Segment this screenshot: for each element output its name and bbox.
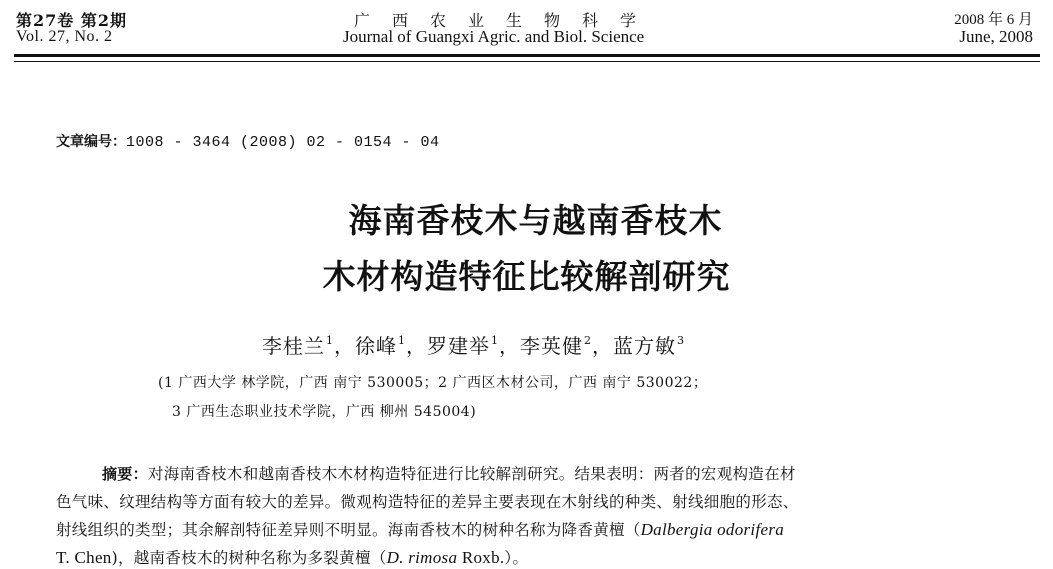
journal-volume-en: Vol. 27, No. 2	[16, 28, 113, 45]
abstract-line4	[56, 546, 528, 568]
paper-title-line1: 海南香枝木与越南香枝木	[348, 201, 723, 240]
author-name: 罗建举	[427, 334, 490, 358]
species-latin-name: D. rimosa	[386, 548, 458, 567]
abstract-text: )，越南香枝木的树种名称为多裂黄檀（	[111, 549, 387, 567]
species-latin-name: Dalbergia odorifera	[640, 520, 785, 539]
article-number-label: 文章编号：	[56, 134, 126, 150]
author-affiliation-mark: 1	[326, 334, 334, 347]
journal-volume-cn: 第27卷 第2期	[16, 11, 127, 30]
species-author: Roxb.	[457, 548, 505, 567]
header-rule-thick	[14, 54, 1040, 57]
author-name: 李桂兰	[262, 334, 325, 358]
issue-date-cn: 2008 年 6 月	[954, 12, 1033, 28]
abstract-text: ）。	[504, 549, 529, 567]
author-separator: ，	[406, 334, 427, 358]
issue-date-en: June, 2008	[959, 27, 1033, 46]
journal-title-en: Journal of Guangxi Agric. and Biol. Science	[343, 27, 645, 46]
author-name: 徐峰	[355, 334, 397, 358]
abstract-line3	[56, 518, 784, 540]
author-list	[262, 330, 685, 359]
abstract-line2: 色气味、纹理结构等方面有较大的差异。微观构造特征的差异主要表现在木射线的种类、射线细胞的形态、	[56, 493, 799, 511]
abstract-text: 对海南香枝木和越南香枝木木材构造特征进行比较解剖研究。结果表明：两者的宏观构造在材	[147, 465, 796, 483]
author-name: 蓝方敏	[613, 334, 676, 358]
affiliations-line2: 3 广西生态职业技术学院，广西 柳州 545004)	[172, 404, 477, 420]
author-affiliation-mark: 1	[491, 334, 499, 347]
abstract-label: 摘要：	[102, 465, 148, 483]
article-number-value: 1008 - 3464 (2008) 02 - 0154 - 04	[126, 134, 440, 151]
author-name: 李英健	[520, 334, 583, 358]
author-affiliation-mark: 2	[584, 334, 592, 347]
header-rule-thin	[14, 61, 1040, 62]
author-separator: ，	[592, 334, 613, 358]
author-separator: ，	[499, 334, 520, 358]
journal-title-cn: 广西农业生物科学	[354, 11, 659, 30]
paper-title-line2: 木材构造特征比较解剖研究	[322, 257, 731, 296]
species-author: T. Chen	[56, 548, 112, 567]
abstract-line1	[102, 462, 796, 484]
affiliations-line1: (1 广西大学 林学院，广西 南宁 530005；2 广西区木材公司，广西 南宁 530022；	[158, 375, 708, 391]
author-affiliation-mark: 3	[677, 334, 685, 347]
article-number	[56, 131, 440, 151]
author-separator: ，	[334, 334, 355, 358]
author-affiliation-mark: 1	[398, 334, 406, 347]
abstract-text: 射线组织的类型；其余解剖特征差异则不明显。海南香枝木的树种名称为降香黄檀（	[56, 521, 641, 539]
